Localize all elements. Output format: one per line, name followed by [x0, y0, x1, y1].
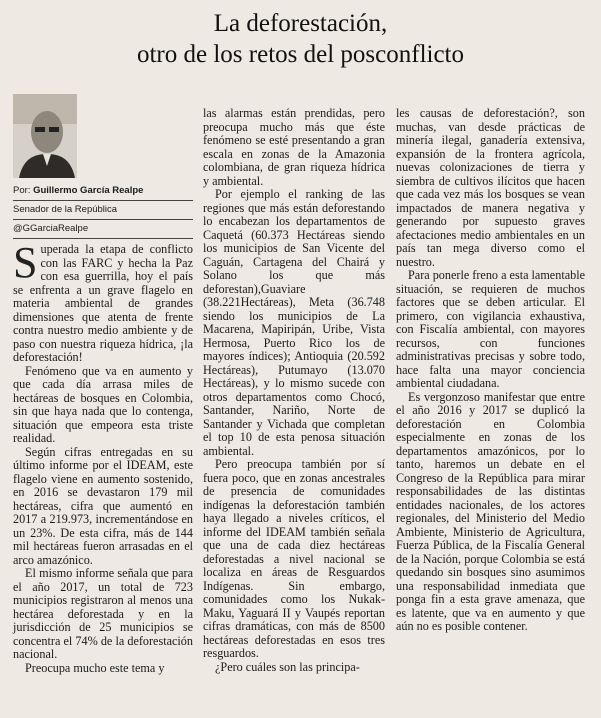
paragraph-3: Según cifras entregadas en su último informe por el IDEAM, este flagelo viene en aumento sostenido, en 2016 se devastaron 179 mil hectáreas, cifra que aumentó en 2017 a 219.973, incrementándose en un 23%. De esta cifra, más de 144 mil hectáreas fueron arrasadas en el arco amazónico. [13, 444, 193, 567]
drop-cap: S [13, 238, 38, 287]
column-1 [13, 94, 193, 675]
paragraph-2: Fenómeno que va en aumento y que cada día arrasa miles de hectáreas de bosques en Colombia, sin que haya nada que lo contenga, situación que empeora esta triste realidad. [13, 363, 193, 445]
author-name: Guillermo García Realpe [33, 185, 144, 196]
column-2 [203, 107, 385, 674]
paragraph-10: Es vergonzoso manifestar que entre el año 2016 y 2017 se duplicó la deforestación en Colombia especialmente en zonas de los departamentos amazónicos, por lo tanto, haremos un debate en el Congreso de la República para mirar responsabilidades de las distintas entidades nacionales, de los actores regionales, del Ministerio del Medio Ambiente, Ministerio de Agricultura, Fuerza Pública, de la Fiscalía General de la Nación, porque Colombia se está quedando sin bosques sino asumimos una responsabilidad inmediata que ponga fin a esta grave amenaza, que es latente, que va en aumento y que aún no es posible contener. [396, 389, 585, 633]
author-role: Senador de la República [13, 204, 118, 215]
title-line-2: otro de los retos del posconflicto [136, 41, 464, 68]
paragraph-6: Por ejemplo el ranking de las regiones que más están deforestando lo encabezan los departamentos de Caquetá (60.373 Hectáreas siendo los municipios de San Vicente del Caguán, Cartagena del Chairá y Solano los que más deforestan),Guaviare (38.221Hectáreas), Meta (36.748 siendo los municipios de La Macarena, Mapiripán, Uribe, Vista Hermosa, Puerto Rico los de mayores índices); Antioquia (20.592 Hectáreas), Putumayo (13.070 Hectáreas), y lo mismo sucede con otros departamentos como Chocó, Santander, Nariño, Norte de Santander y Vichada que completan el top 10 de esta penosa situación ambiental. [203, 187, 385, 458]
article-title [0, 8, 601, 70]
column-3 [396, 107, 585, 634]
paragraph-8-start: ¿Pero cuáles son las principa- [215, 659, 360, 674]
title-line-1: La deforestación, [213, 10, 388, 37]
author-portrait-icon [13, 94, 77, 178]
author-handle: @GGarciaRealpe [13, 223, 89, 234]
paragraph-5-start: Preocupa mucho este tema y [25, 660, 165, 675]
paragraph-7: Pero preocupa también por sí fuera poco, que en zonas ancestrales de presencia de comunidades indígenas la deforestación también haya llegado a niveles críticos, el informe del IDEAM también señala que una de cada diez hectáreas deforestadas a nivel nacional se localiza en áreas de Resguardos Indígenas. Sin embargo, comunidades como los Nukak-Maku, Yaguará II y Vaupés reportan cifras dramáticas, con más de 8500 hectáreas deforestadas en esos tres resguardos. [203, 457, 385, 660]
paragraph-4: El mismo informe señala que para el año 2017, un total de 723 municipios registraron al menos una hectárea deforestada y en la jurisdicción de 25 municipios se concentra el 74% de la deforestación nacional. [13, 566, 193, 661]
paragraph-8-cont: les causas de deforestación?, son muchas, van desde prácticas de minería ilegal, ganadería extensiva, expansión de la frontera agrícola, nuevas colonizaciones de tierra y siembra de cultivos ilícitos que hacen que cada vez más los bosques se vean impactados de manera negativa y generando por supuesto graves afectaciones medio ambientales en un país tan mega diverso como el nuestro. [396, 106, 585, 269]
paragraph-1: Superada la etapa de conflicto con las FARC y hecha la Paz con esa guerrilla, hoy el país se enfrenta a un grave flagelo en materia ambiental de grandes dimensiones que atenta de frente contra nuestro medio ambiente y de paso con nuestra riqueza hídrica, ¡la deforestación! [13, 238, 193, 364]
author-photo [13, 94, 77, 178]
author-byline [13, 184, 193, 198]
paragraph-9: Para ponerle freno a esta lamentable situación, se requieren de muchos factores que se deben articular. El primero, con vigilancia exhaustiva, con Fiscalía ambiental, con mayores recursos, con funciones administrativas precisas y sobre todo, hace falta una mayor conciencia ambiental ciudadana. [396, 268, 585, 390]
paragraph-5-cont: las alarmas están prendidas, pero preocupa mucho más que éste fenómeno se esté presentando a gran escala en zonas de la Amazonia colombiana, de gran riqueza hídrica y ambiental. [203, 106, 385, 188]
by-label: Por: [13, 185, 31, 196]
